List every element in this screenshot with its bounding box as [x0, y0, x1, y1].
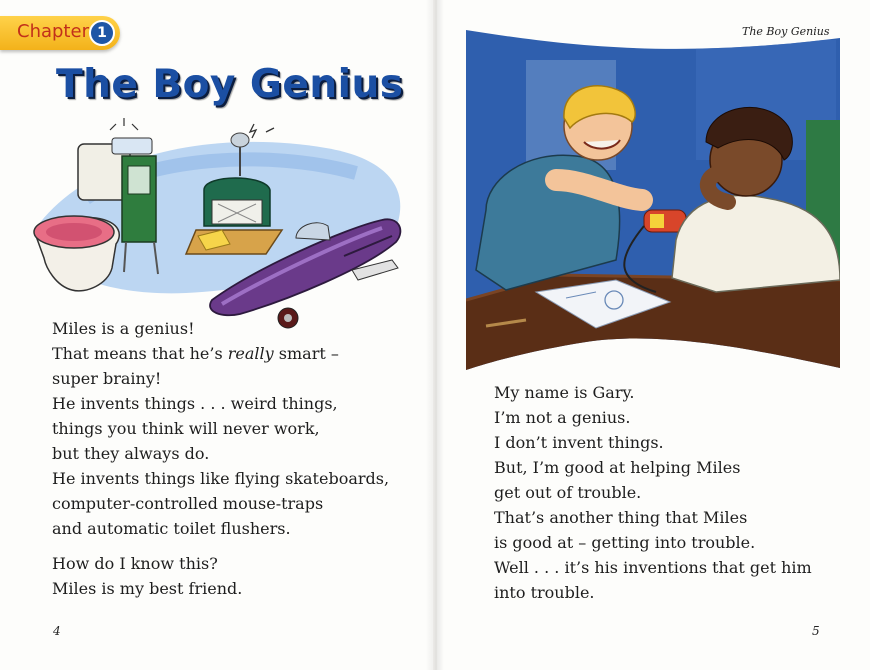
page-number-right: 5 — [812, 624, 820, 638]
text-line: He invents things . . . weird things, — [52, 394, 338, 413]
chapter-number-badge: 1 — [89, 20, 115, 46]
text-line: Miles is my best friend. — [52, 579, 243, 598]
text-line: He invents things like flying skateboards, — [52, 469, 390, 488]
page-number-left: 4 — [53, 624, 61, 638]
text-line: Miles is a genius! — [52, 319, 195, 338]
text-line: computer-controlled mouse-traps — [52, 494, 324, 513]
right-text-block — [494, 380, 812, 605]
chapter-tab — [0, 16, 120, 50]
emphasis-really: really — [227, 344, 274, 363]
text-line: things you think will never work, — [52, 419, 320, 438]
text-line: I don’t invent things. — [494, 433, 664, 452]
chapter-title: The Boy Genius — [56, 62, 404, 107]
text-line: Well . . . it’s his inventions that get him — [494, 558, 812, 577]
book-gutter — [426, 0, 444, 670]
text-line: super brainy! — [52, 369, 162, 388]
text-line: That’s another thing that Miles — [494, 508, 748, 527]
text-line: get out of trouble. — [494, 483, 642, 502]
inventions-illustration — [26, 118, 416, 330]
text-line: But, I’m good at helping Miles — [494, 458, 741, 477]
text-line: but they always do. — [52, 444, 210, 463]
running-head: The Boy Genius — [742, 25, 830, 38]
text-line: That means that he’s really smart – — [52, 344, 339, 363]
boys-at-table-illustration — [466, 30, 840, 370]
left-text-block-1 — [52, 316, 389, 601]
chapter-label: Chapter — [17, 21, 89, 42]
text-line: I’m not a genius. — [494, 408, 631, 427]
text-line: is good at – getting into trouble. — [494, 533, 756, 552]
text-line: How do I know this? — [52, 554, 218, 573]
text-line: My name is Gary. — [494, 383, 635, 402]
text-line: and automatic toilet flushers. — [52, 519, 291, 538]
text-line: into trouble. — [494, 583, 595, 602]
